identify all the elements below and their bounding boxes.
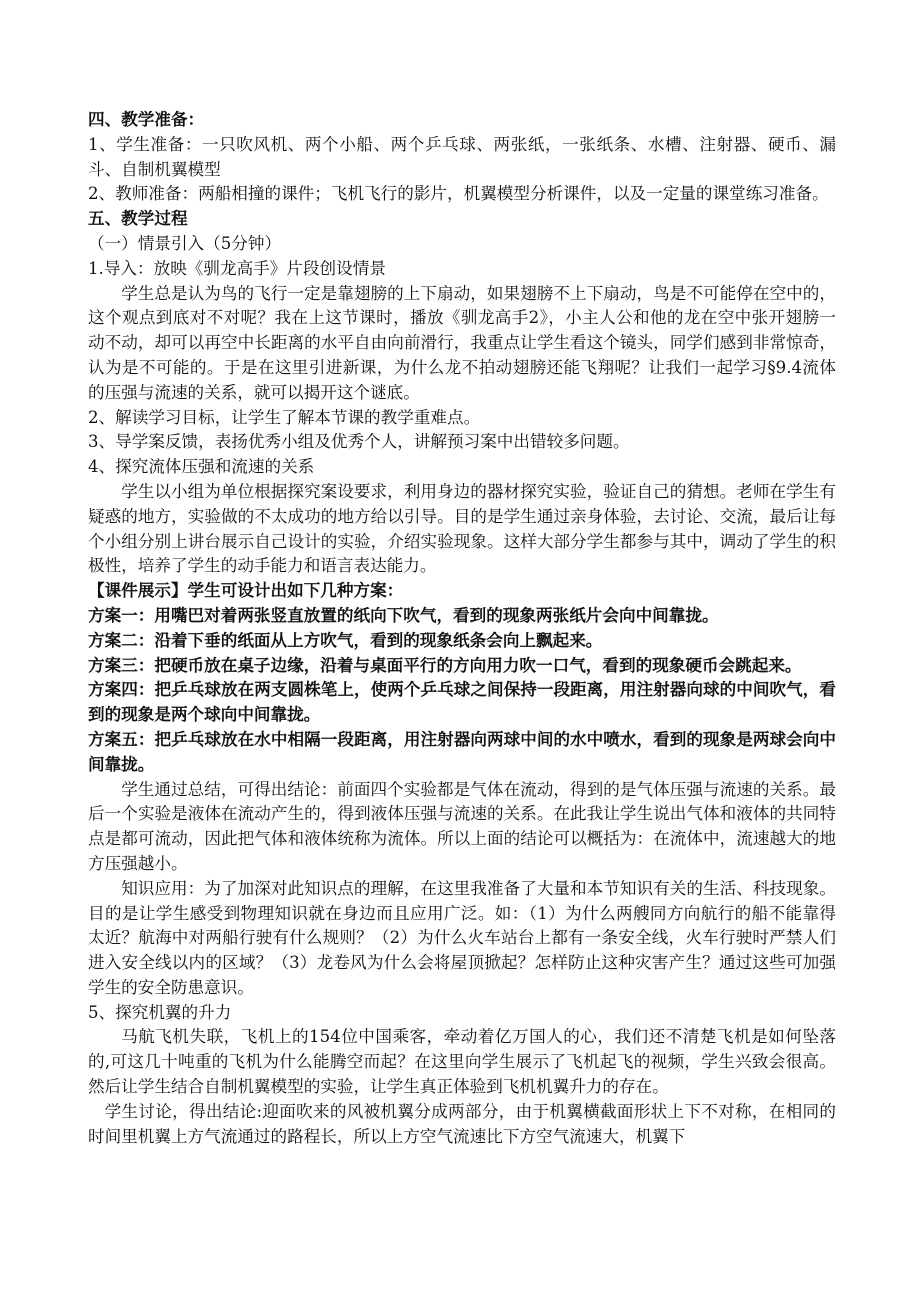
- plans-intro: 【课件展示】学生可设计出如下几种方案：: [88, 581, 404, 601]
- item-4: 4、探究流体压强和流速的关系: [88, 457, 315, 477]
- item-5: 5、探究机翼的升力: [88, 1002, 232, 1022]
- item-2: 2、解读学习目标，让学生了解本节课的教学重难点。: [88, 407, 481, 427]
- plan-4: 方案四：把乒乓球放在两支圆株笔上，使两个乒乓球之间保持一段距离，用注射器向球的中间吹气，看到的现象是两个球向中间靠拢。: [88, 680, 836, 725]
- subsection-intro: （一）情景引入（5分钟）: [88, 233, 282, 253]
- paragraph-5: 马航飞机失联，飞机上的154位中国乘客，牵动着亿万国人的心，我们还不清楚飞机是如何坠落的,可这几十吨重的飞机为什么能腾空而起？在这里向学生展示了飞机起飞的视频，学生兴致会很高。然后让学生结合自制机翼模型的实验，让学生真正体验到飞机机翼升力的存在。: [88, 1027, 836, 1097]
- student-prep: 1、学生准备：一只吹风机、两个小船、两个乒乓球、两张纸，一张纸条、水槽、注射器、硬币、漏斗、自制机翼模型: [88, 134, 836, 179]
- section-5-title: 五、教学过程: [88, 209, 188, 229]
- section-4-title: 四、教学准备：: [88, 110, 205, 129]
- teacher-prep: 2、教师准备：两船相撞的课件；飞机飞行的影片，机翼模型分析课件，以及一定量的课堂练习准备。: [88, 184, 829, 204]
- plan-2: 方案二：沿着下垂的纸面从上方吹气，看到的现象纸条会向上飘起来。: [88, 630, 603, 650]
- plan-5: 方案五：把乒乓球放在水中相隔一段距离，用注射器向两球中间的水中喷水，看到的现象是两球会向中间靠拢。: [88, 729, 836, 774]
- document-page: [88, 108, 836, 1149]
- paragraph-4: 学生以小组为单位根据探究案设要求，利用身边的器材探究实验，验证自己的猜想。老师在学生有疑惑的地方，实验做的不太成功的地方给以引导。目的是学生通过亲身体验，去讨论、交流，最后让每个小组分别上讲台展示自己设计的实验，介绍实验现象。这样大部分学生都参与其中，调动了学生的积极性，培养了学生的动手能力和语言表达能力。: [88, 481, 836, 576]
- discussion-paragraph: 学生讨论，得出结论:迎面吹来的风被机翼分成两部分，由于机翼横截面形状上下不对称，在相同的时间里机翼上方气流通过的路程长，所以上方空气流速比下方空气流速大，机翼下: [88, 1101, 836, 1146]
- item-1: 1.导入：放映《驯龙高手》片段创设情景: [88, 258, 386, 278]
- application-paragraph: 知识应用：为了加深对此知识点的理解，在这里我准备了大量和本节知识有关的生活、科技现象。目的是让学生感受到物理知识就在身边而且应用广泛。如：（1）为什么两艘同方向航行的船不能靠得太近？航海中对两船行驶有什么规则？（2）为什么火车站台上都有一条安全线，火车行驶时严禁人们进入安全线以内的区域？（3）龙卷风为什么会将屋顶掀起？怎样防止这种灾害产生？通过这些可加强学生的安全防患意识。: [88, 878, 836, 997]
- plan-1: 方案一：用嘴巴对着两张竖直放置的纸向下吹气，看到的现象两张纸片会向中间靠拢。: [88, 605, 719, 625]
- item-3: 3、导学案反馈，表扬优秀小组及优秀个人，讲解预习案中出错较多问题。: [88, 432, 630, 452]
- paragraph-1: 学生总是认为鸟的飞行一定是靠翅膀的上下扇动，如果翅膀不上下扇动，鸟是不可能停在空中的，这个观点到底对不对呢？我在上这节课时，播放《驯龙高手2》，小主人公和他的龙在空中张开翅膀一动不动，却可以再空中长距离的水平自由向前滑行，我重点让学生看这个镜头，同学们感到非常惊奇，认为是不可能的。于是在这里引进新课，为什么龙不拍动翅膀还能飞翔呢？让我们一起学习§9.4流体的压强与流速的关系，就可以揭开这个谜底。: [88, 283, 836, 402]
- plan-3: 方案三：把硬币放在桌子边缘，沿着与桌面平行的方向用力吹一口气，看到的现象硬币会跳起来。: [88, 655, 802, 675]
- conclusion-paragraph: 学生通过总结，可得出结论：前面四个实验都是气体在流动，得到的是气体压强与流速的关系。最后一个实验是液体在流动产生的，得到液体压强与流速的关系。在此我让学生说出气体和液体的共同特点是都可流动，因此把气体和液体统称为流体。所以上面的结论可以概括为：在流体中，流速越大的地方压强越小。: [88, 779, 836, 873]
